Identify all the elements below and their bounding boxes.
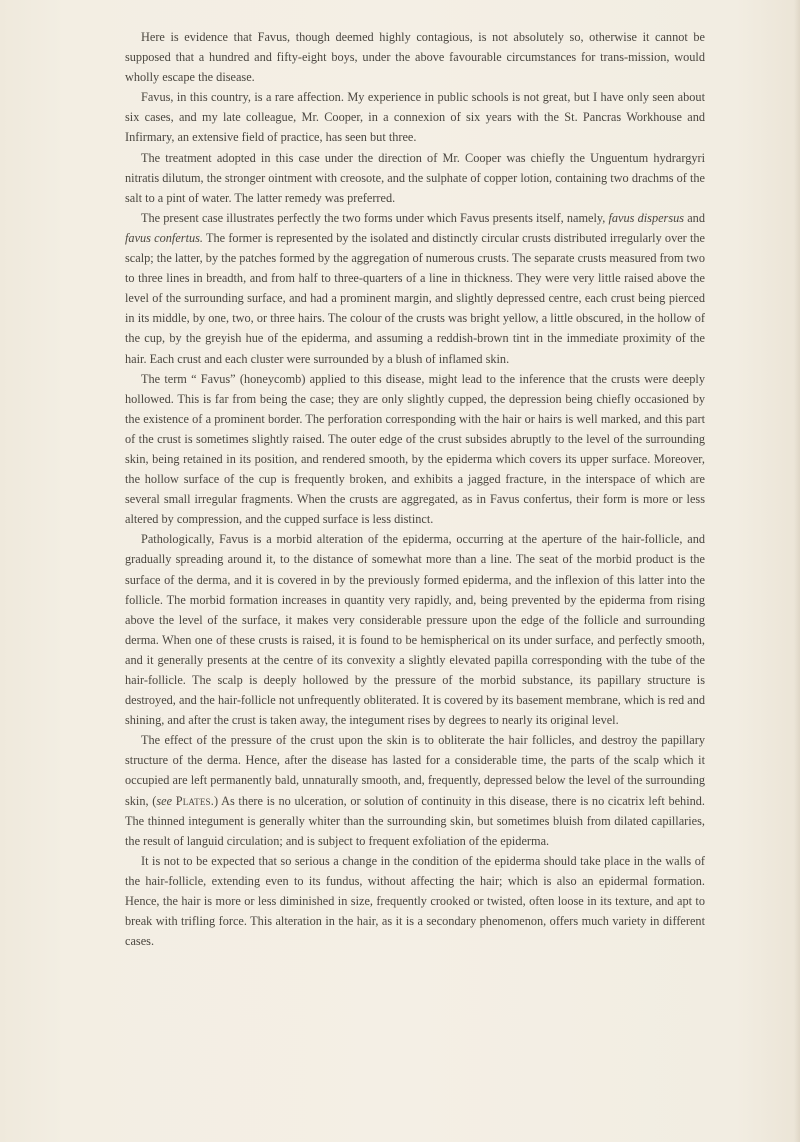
text-run: ) As there is no ulceration, or solution of continuity in this disease, there is no cicatrix left behind. The thinned integument is generally whiter than the surrounding skin, but sometimes bluish from dilated capillaries, the result of languid circulation; and is subject to frequent exfoliation of the epiderma. <box>125 793 705 848</box>
paragraph <box>125 208 705 369</box>
italic-term: favus dispersus <box>608 210 685 225</box>
paragraph <box>125 87 705 147</box>
page-edge-shadow <box>794 0 800 1142</box>
body-text <box>125 27 705 951</box>
paragraph <box>125 529 705 730</box>
text-run: The effect of the pressure of the crust upon the skin is to obliterate the hair follicles, and destroy the papillary structure of the derma. Hence, after the disease has lasted for a considerable time, the parts of the scalp which it occupied are left permanently bald, unnaturally smooth, and, frequently, depressed below the level of the surrounding skin, ( <box>125 733 705 808</box>
paragraph <box>125 730 705 851</box>
italic-term: favus confertus. <box>125 230 204 245</box>
text-run: The treatment adopted in this case under the direction of Mr. Cooper was chiefly the Unguentum hydrargyri nitratis dilutum, the stronger ointment with creosote, and the sulphate of copper lotion, containing two drachms of the salt to a pint of water. The latter remedy was preferred. <box>125 150 705 205</box>
text-run: Here is evidence that Favus, though deemed highly contagious, is not absolutely so, otherwise it cannot be supposed that a hundred and fifty-eight boys, under the above favourable circumstances for trans-mission, would wholly escape the disease. <box>125 30 705 85</box>
text-run: and <box>684 210 705 225</box>
paragraph <box>125 369 705 530</box>
text-run: The present case illustrates perfectly the two forms under which Favus presents itself, namely, <box>141 210 609 225</box>
paragraph <box>125 851 705 951</box>
paragraph <box>125 27 705 87</box>
italic-term: see <box>156 793 173 808</box>
text-run: Favus, in this country, is a rare affection. My experience in public schools is not great, but I have only seen about six cases, and my late colleague, Mr. Cooper, in a connexion of six years with the St. Pancras Workhouse and Infirmary, an extensive field of practice, has seen but three. <box>125 90 705 145</box>
text-run: The former is represented by the isolated and distinctly circular crusts distributed irregularly over the scalp; the latter, by the patches formed by the aggregation of numerous crusts. The separate crusts measured from two to three lines in breadth, and from half to three-quarters of a line in thickness. They were very little raised above the level of the surrounding surface, and had a prominent margin, and slightly depressed centre, each crust being pierced in its middle, by one, two, or three hairs. The colour of the crusts was bright yellow, a little obscured, in the hollow of the cup, by the greyish hue of the epiderma, and assuming a reddish-brown tint in the immediate proximity of the hair. Each crust and each cluster were surrounded by a blush of inflamed skin. <box>125 230 706 366</box>
paragraph <box>125 148 705 208</box>
small-caps-reference: Plates. <box>175 793 215 808</box>
text-run: The term “ Favus” (honeycomb) applied to this disease, might lead to the inference that the crusts were deeply hollowed. This is far from being the case; they are only slightly cupped, the depression being chiefly occasioned by the existence of a prominent border. The perforation corresponding with the hair or hairs is well marked, and this part of the crust is sometimes slightly raised. The outer edge of the crust subsides abruptly to the level of the surrounding skin, being retained in its position, and rendered smooth, by the epiderma which covers its upper surface. Moreover, the hollow surface of the cup is frequently broken, and exhibits a jagged fracture, in the interspace of which are several small irregular fragments. When the crusts are aggregated, as in Favus confertus, their form is more or less altered by compression, and the cupped surface is less distinct. <box>125 371 705 527</box>
text-run: Pathologically, Favus is a morbid alteration of the epiderma, occurring at the aperture of the hair-follicle, and gradually spreading around it, to the distance of somewhat more than a line. The seat of the morbid product is the surface of the derma, and it is covered in by the previously formed epiderma, and the inflexion of this latter into the follicle. The morbid formation increases in quantity very rapidly, and, being prevented by the epiderma from rising above the level of the surface, it makes very considerable pressure upon the edge of the follicle and surrounding derma. When one of these crusts is raised, it is found to be hemispherical on its under surface, and perfectly smooth, and it generally presents at the centre of its convexity a slightly elevated papilla corresponding with the tube of the hair-follicle. The scalp is deeply hollowed by the pressure of the morbid substance, its papillary structure is destroyed, and the hair-follicle not unfrequently obliterated. It is covered by its basement membrane, which is red and shining, and after the crust is taken away, the integument rises by degrees to nearly its original level. <box>125 532 705 728</box>
text-run: It is not to be expected that so serious a change in the condition of the epiderma should take place in the walls of the hair-follicle, extending even to its fundus, without affecting the hair; which is also an epidermal formation. Hence, the hair is more or less diminished in size, frequently crooked or twisted, often loose in its texture, and apt to break with trifling force. This alteration in the hair, as it is a secondary phenomenon, offers much variety in different cases. <box>125 853 705 949</box>
